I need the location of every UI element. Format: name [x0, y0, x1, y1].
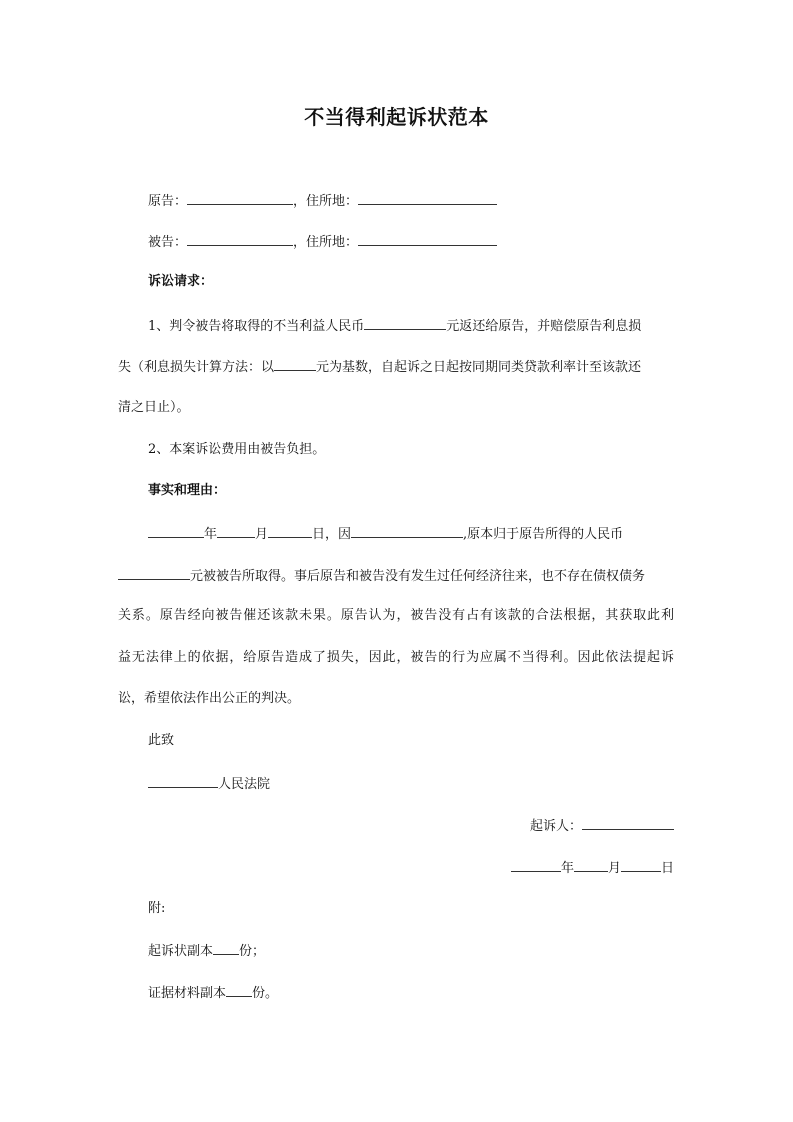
facts-month-blank[interactable] — [217, 523, 255, 538]
date-month-blank[interactable] — [574, 857, 608, 872]
date-day-blank[interactable] — [621, 857, 661, 872]
plaintiff-address-blank[interactable] — [358, 190, 497, 205]
attach2-unit: 份。 — [252, 986, 279, 1001]
plaintiff-line — [148, 190, 497, 212]
claim1-text-b: 元返还给原告，并赔偿原告利息损 — [446, 319, 642, 334]
signature-blank[interactable] — [582, 815, 674, 830]
plaintiff-address-label: ，住所地： — [293, 194, 359, 209]
plaintiff-label: 原告： — [148, 194, 188, 209]
signature-line — [530, 815, 674, 837]
facts-year-label: 年 — [204, 527, 218, 542]
claims-heading: 诉讼请求： — [148, 274, 214, 289]
facts-line3: 关系。原告经向被告催还该款未果。原告认为，被告没有占有该款的合法根据，其获取此利 — [118, 608, 674, 623]
facts-year-blank[interactable] — [148, 523, 204, 538]
facts-line1 — [148, 523, 623, 545]
claim1-line3: 清之日止）。 — [118, 400, 190, 415]
claim1-amount-blank[interactable] — [364, 315, 446, 330]
defendant-line — [148, 231, 497, 253]
defendant-label: 被告： — [148, 235, 188, 250]
attach1-label: 起诉状副本 — [148, 944, 214, 959]
attachment-heading: 附: — [148, 901, 166, 916]
claim1-base-blank[interactable] — [274, 356, 316, 371]
facts-line5: 讼，希望依法作出公正的判决。 — [118, 691, 301, 706]
date-line — [511, 857, 674, 879]
facts-line4: 益无法律上的依据，给原告造成了损失，因此，被告的行为应属不当得利。因此依法提起诉 — [118, 650, 674, 665]
date-month-label: 月 — [607, 861, 621, 876]
attach1-count-blank[interactable] — [213, 940, 239, 955]
facts-text-a: ,原本归于原告所得的人民币 — [463, 527, 624, 542]
attach1-unit: 份； — [239, 944, 266, 959]
defendant-address-label: ，住所地： — [293, 235, 359, 250]
claim1-text-a: 1、判令被告将取得的不当利益人民币 — [148, 319, 365, 334]
facts-day-label: 日，因 — [312, 527, 352, 542]
attachment-item-1 — [148, 940, 265, 962]
date-year-blank[interactable] — [511, 857, 561, 872]
claim1-line1 — [148, 315, 641, 337]
court-label: 人民法院 — [218, 777, 271, 792]
claim1-text-d: 元为基数，自起诉之日起按同期同类贷款利率计至该款还 — [316, 360, 642, 375]
facts-reason-blank[interactable] — [351, 523, 463, 538]
facts-month-label: 月 — [255, 527, 269, 542]
court-line — [148, 773, 270, 795]
attach2-label: 证据材料副本 — [148, 986, 227, 1001]
attach2-count-blank[interactable] — [226, 982, 252, 997]
date-day-label: 日 — [660, 861, 674, 876]
signature-label: 起诉人： — [529, 819, 582, 834]
claim1-line2 — [118, 356, 641, 378]
facts-amount-blank[interactable] — [118, 565, 190, 580]
claim2-line: 2、本案诉讼费用由被告负担。 — [148, 442, 326, 457]
claim1-text-c: 失（利息损失计算方法：以 — [118, 360, 275, 375]
facts-line2 — [118, 565, 645, 587]
facts-text-b: 元被被告所取得。事后原告和被告没有发生过任何经济往来，也不存在债权债务 — [190, 569, 646, 584]
attachment-item-2 — [148, 982, 278, 1004]
court-name-blank[interactable] — [148, 773, 218, 788]
facts-day-blank[interactable] — [268, 523, 312, 538]
defendant-name-blank[interactable] — [187, 231, 293, 246]
plaintiff-name-blank[interactable] — [187, 190, 293, 205]
defendant-address-blank[interactable] — [358, 231, 497, 246]
facts-heading: 事实和理由： — [148, 483, 227, 498]
document-title: 不当得利起诉状范本 — [304, 105, 489, 129]
date-year-label: 年 — [560, 861, 574, 876]
closing-text: 此致 — [148, 733, 175, 748]
